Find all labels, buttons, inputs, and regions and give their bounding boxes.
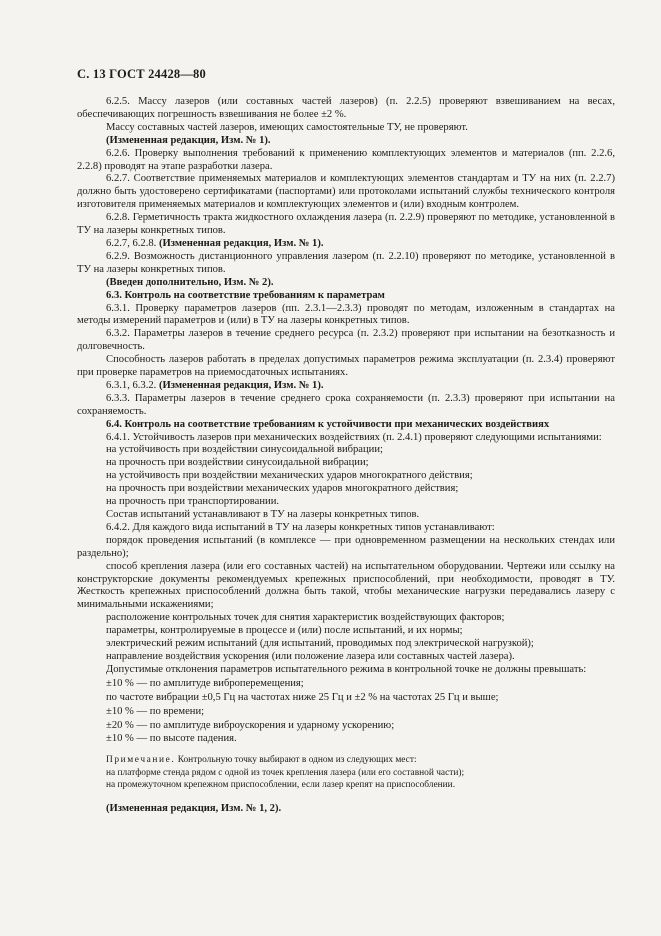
paragraph-text: 6.3.2. Параметры лазеров в течение среднего ресурса (п. 2.3.2) проверяют при испытании на безотказность и долговечность. xyxy=(77,328,615,353)
paragraph-text: 6.2.5. Массу лазеров (или составных частей лазеров) (п. 2.2.5) проверяют взвешиванием на весах, обеспечивающих погрешность взвешивания не более ±2 %. xyxy=(77,96,615,120)
paragraph-text: Массу составных частей лазеров, имеющих самостоятельные ТУ, не проверяют. xyxy=(106,121,468,133)
note-block xyxy=(77,754,615,791)
paragraph xyxy=(77,561,615,613)
paragraph xyxy=(77,733,615,746)
paragraph xyxy=(77,238,615,251)
paragraph xyxy=(77,354,615,380)
paragraph xyxy=(77,277,615,290)
paragraph xyxy=(77,664,615,677)
paragraph xyxy=(77,625,615,638)
paragraph-text: на прочность при транспортировании. xyxy=(106,496,280,508)
paragraph xyxy=(77,135,615,148)
note-line-1: на платформе стенда рядом с одной из точек крепления лазера (или его составной части); xyxy=(106,767,465,778)
paragraph-text: 6.2.7. Соответствие применяемых материалов и комплектующих элементов стандартам и ТУ на них (п. 2.2.7) должно быть удостоверено сертификатами (паспортами) или протоколами испытаний службы технического контроля изготовителя применяемых материалов и комплектующих элементов и (или) входным контролем. xyxy=(77,173,615,211)
paragraph-text: ±10 % — по высоте падения. xyxy=(106,733,237,745)
paragraph-text: (Измененная редакция, Изм. № 1). xyxy=(106,134,271,146)
paragraph-text: 6.4.2. Для каждого вида испытаний в ТУ на лазеры конкретных типов устанавливают: xyxy=(106,521,495,533)
paragraph xyxy=(77,522,615,535)
paragraph-text: 6.2.8. Герметичность тракта жидкостного охлаждения лазера (п. 2.2.9) проверяют по методике, установленной в ТУ на лазеры конкретных типов. xyxy=(77,212,615,237)
note-text-0: Контрольную точку выбирают в одном из следующих мест: xyxy=(175,755,417,766)
paragraph-text: ±10 % — по амплитуде виброперемещения; xyxy=(106,677,304,689)
paragraph-text: расположение контрольных точек для снятия характеристик воздействующих факторов; xyxy=(106,612,505,624)
paragraph xyxy=(77,290,615,303)
revision-note: (Измененная редакция, Изм. № 1). xyxy=(158,237,324,249)
page-header: С. 13 ГОСТ 24428—80 xyxy=(77,67,206,81)
paragraph xyxy=(77,483,615,496)
paragraph xyxy=(77,638,615,651)
paragraph-text: ±20 % — по амплитуде виброускорения и ударному ускорению; xyxy=(106,719,395,731)
paragraph xyxy=(77,419,615,432)
paragraph-text: на устойчивость при воздействии синусоидальной вибрации; xyxy=(106,444,383,456)
paragraph-text: 6.2.7, 6.2.8. xyxy=(106,237,159,249)
paragraph-text: 6.2.9. Возможность дистанционного управления лазером (п. 2.2.10) проверяют по методике, установленной в ТУ на лазеры конкретных типов. xyxy=(77,250,615,275)
paragraph xyxy=(77,212,615,238)
paragraph xyxy=(77,470,615,483)
paragraph-text: 6.3.1. Проверку параметров лазеров (пп. 2.3.1—2.3.3) проводят по методам, изложенным в стандартах на методы измерений параметров и (или) в ТУ на лазеры конкретных типов. xyxy=(77,302,615,327)
paragraph-text: 6.3.3. Параметры лазеров в течение среднего срока сохраняемости (п. 2.3.3) проверяют при испытании на сохраняемость. xyxy=(77,392,615,417)
paragraph-text: Допустимые отклонения параметров испытательного режима в контрольной точке не должны превышать: xyxy=(106,663,587,675)
paragraph-list xyxy=(77,96,615,746)
paragraph xyxy=(77,457,615,470)
paragraph xyxy=(77,96,615,122)
paragraph-text: 6.4. Контроль на соответствие требованиям к устойчивости при механических воздействиях xyxy=(106,418,550,430)
paragraph xyxy=(77,444,615,457)
paragraph-text: направление воздействия ускорения (или положение лазера или составных частей лазера). xyxy=(106,650,515,662)
note-label: Примечание. xyxy=(106,755,176,766)
paragraph xyxy=(77,535,615,561)
paragraph-text: 6.3.1, 6.3.2. xyxy=(106,379,159,391)
paragraph-text: на прочность при воздействии синусоидальной вибрации; xyxy=(106,457,369,469)
paragraph xyxy=(77,251,615,277)
paragraph-text: способ крепления лазера (или его составных частей) на испытательном оборудовании. Чертежи или ссылку на конструкторские документы рекомендуемых крепежных приспособлений, при необходимости, проводят в ТУ. Жесткость крепежных приспособлений должна быть такой, чтобы механические нагрузки передавались лазеру с минимальными искажениями; xyxy=(77,560,615,611)
paragraph xyxy=(77,692,615,705)
paragraph xyxy=(77,612,615,625)
paragraph-text: Способность лазеров работать в пределах допустимых параметров режима эксплуатации (п. 2.3.4) проверяют при проверке параметров на приемосдаточных испытаниях. xyxy=(77,354,615,379)
paragraph-text: электрический режим испытаний (для испытаний, проводимых под электрической нагрузкой); xyxy=(106,638,534,650)
paragraph-text: 6.3. Контроль на соответствие требованиям к параметрам xyxy=(106,289,385,301)
paragraph-text: (Введен дополнительно, Изм. № 2). xyxy=(106,276,274,288)
paragraph xyxy=(77,432,615,445)
paragraph-text: по частоте вибрации ±0,5 Гц на частотах ниже 25 Гц и ±2 % на частотах 25 Гц и выше; xyxy=(106,691,499,703)
paragraph xyxy=(77,303,615,329)
revision-note: (Измененная редакция, Изм. № 1). xyxy=(158,379,324,391)
paragraph-text: порядок проведения испытаний (в комплексе — при одновременном размещении на нескольких стендах или раздельно); xyxy=(77,534,615,559)
paragraph-text: 6.4.1. Устойчивость лазеров при механических воздействиях (п. 2.4.1) проверяют следующими испытаниями: xyxy=(106,431,602,443)
paragraph xyxy=(77,678,615,691)
paragraph-text: параметры, контролируемые в процессе и (или) после испытаний, и их нормы; xyxy=(106,625,463,637)
paragraph xyxy=(77,328,615,354)
final-revision-note: (Измененная редакция, Изм. № 1, 2). xyxy=(106,802,282,814)
paragraph-text: на прочность при воздействии механических ударов многократного действия; xyxy=(106,483,459,495)
paragraph xyxy=(77,173,615,212)
document-body xyxy=(77,96,615,816)
paragraph-text: на устойчивость при воздействии механических ударов многократного действия; xyxy=(106,470,473,482)
paragraph xyxy=(77,509,615,522)
paragraph-text: ±10 % — по времени; xyxy=(106,705,205,717)
paragraph-text: Состав испытаний устанавливают в ТУ на лазеры конкретных типов. xyxy=(106,509,420,520)
paragraph xyxy=(77,651,615,664)
paragraph xyxy=(77,496,615,509)
note-line-2: на промежуточном крепежном приспособлении, если лазер крепят на приспособлении. xyxy=(106,779,456,790)
paragraph xyxy=(77,122,615,135)
paragraph-text: 6.2.6. Проверку выполнения требований к применению комплектующих элементов и материалов (пп. 2.2.6, 2.2.8) проводят на этапе разработки лазера. xyxy=(77,147,615,172)
note-line-0 xyxy=(77,754,615,766)
paragraph xyxy=(77,148,615,174)
paragraph xyxy=(77,393,615,419)
paragraph xyxy=(77,720,615,733)
paragraph xyxy=(77,706,615,719)
paragraph xyxy=(77,380,615,393)
